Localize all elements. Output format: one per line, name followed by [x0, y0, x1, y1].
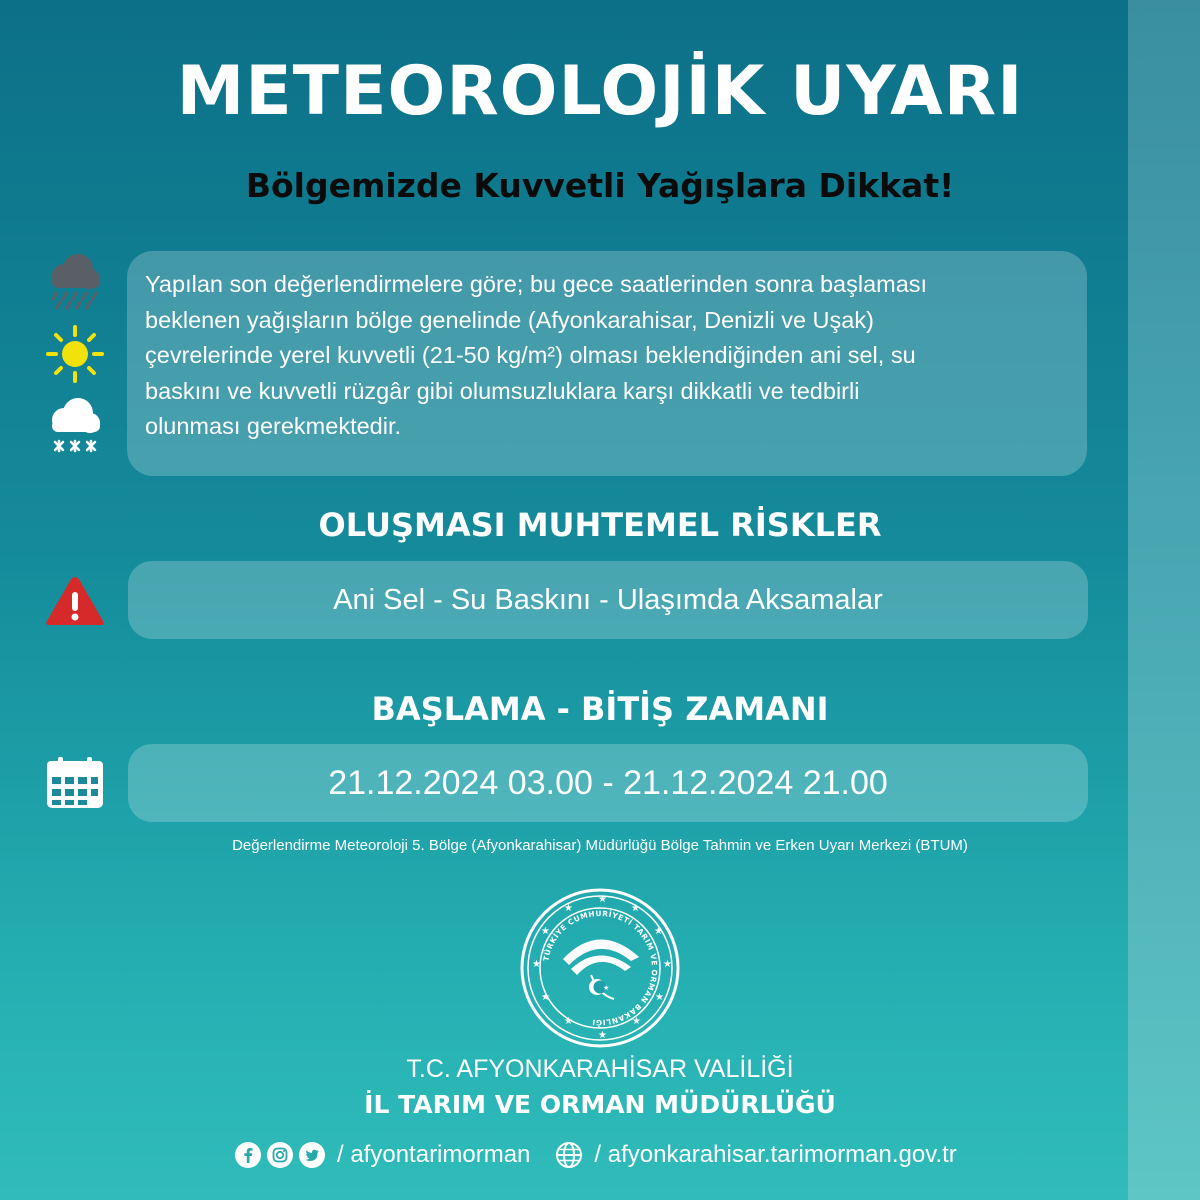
warning-line: çevrelerinde yerel kuvvetli (21-50 kg/m²) olması beklendiğinden ani sel, su: [145, 342, 916, 368]
svg-text:★: ★: [564, 903, 573, 914]
svg-text:★: ★: [598, 894, 607, 905]
sun-icon: [45, 324, 105, 384]
timing-text: 21.12.2024 03.00 - 21.12.2024 21.00: [328, 763, 888, 802]
svg-text:★: ★: [663, 959, 672, 970]
svg-text:★: ★: [532, 959, 541, 970]
svg-text:★: ★: [631, 903, 640, 914]
page-subtitle: Bölgemizde Kuvvetli Yağışlara Dikkat!: [245, 166, 955, 205]
twitter-icon[interactable]: [299, 1142, 325, 1168]
globe-icon: [556, 1142, 582, 1168]
warning-details-text: [145, 267, 1067, 445]
seal-text: TÜRKİYE CUMHURİYETİ TARIM VE ORMAN BAKANLIĞI: [541, 908, 660, 1028]
facebook-icon[interactable]: [235, 1142, 261, 1168]
svg-text:★: ★: [655, 992, 664, 1003]
svg-text:★: ★: [603, 984, 610, 992]
page-title: METEOROLOJİK UYARI: [176, 52, 1024, 131]
svg-text:★: ★: [564, 1016, 573, 1027]
calendar-icon: [46, 757, 104, 809]
risks-text: Ani Sel - Su Baskını - Ulaşımda Aksamalar: [333, 583, 883, 616]
instagram-icon[interactable]: [267, 1142, 293, 1168]
warning-line: olunması gerekmektedir.: [145, 413, 402, 439]
snow-cloud-icon: [44, 398, 106, 456]
source-footnote: Değerlendirme Meteoroloji 5. Bölge (Afyonkarahisar) Müdürlüğü Bölge Tahmin ve Erken Uyarı Merkezi (BTUM): [232, 837, 968, 854]
directorate-name: İL TARIM VE ORMAN MÜDÜRLÜĞÜ: [364, 1090, 836, 1119]
governorship-name: T.C. AFYONKARAHİSAR VALİLİĞİ: [406, 1055, 794, 1083]
svg-text:★: ★: [541, 926, 550, 937]
svg-text:★: ★: [632, 1016, 641, 1027]
risks-pill: [128, 561, 1088, 639]
svg-text:★: ★: [541, 992, 550, 1003]
warning-line: beklenen yağışların bölge genelinde (Afyonkarahisar, Denizli ve Uşak): [145, 306, 874, 333]
svg-text:TÜRKİYE CUMHURİYETİ TARIM VE O: [541, 909, 659, 1027]
rain-cloud-icon: [44, 252, 106, 310]
warning-line: Yapılan son değerlendirmelere göre; bu gece saatlerinden sonra başlaması: [145, 271, 928, 297]
warning-line: baskını ve kuvvetli rüzgâr gibi olumsuzluklara karşı dikkatli ve tedbirli: [145, 377, 860, 404]
svg-text:★: ★: [654, 926, 663, 937]
warning-details-box: [127, 251, 1087, 476]
contact-bar: [235, 1140, 957, 1170]
warning-icon: [44, 574, 106, 628]
risks-heading: OLUŞMASI MUHTEMEL RİSKLER: [318, 506, 882, 544]
timing-heading: BAŞLAMA - BİTİŞ ZAMANI: [371, 690, 829, 728]
timing-pill: [128, 744, 1088, 822]
ministry-seal-logo: [519, 887, 681, 1049]
svg-text:★: ★: [598, 1030, 607, 1041]
social-handle[interactable]: / afyontarimorman: [337, 1141, 531, 1168]
website-link[interactable]: / afyonkarahisar.tarimorman.gov.tr: [594, 1141, 957, 1168]
